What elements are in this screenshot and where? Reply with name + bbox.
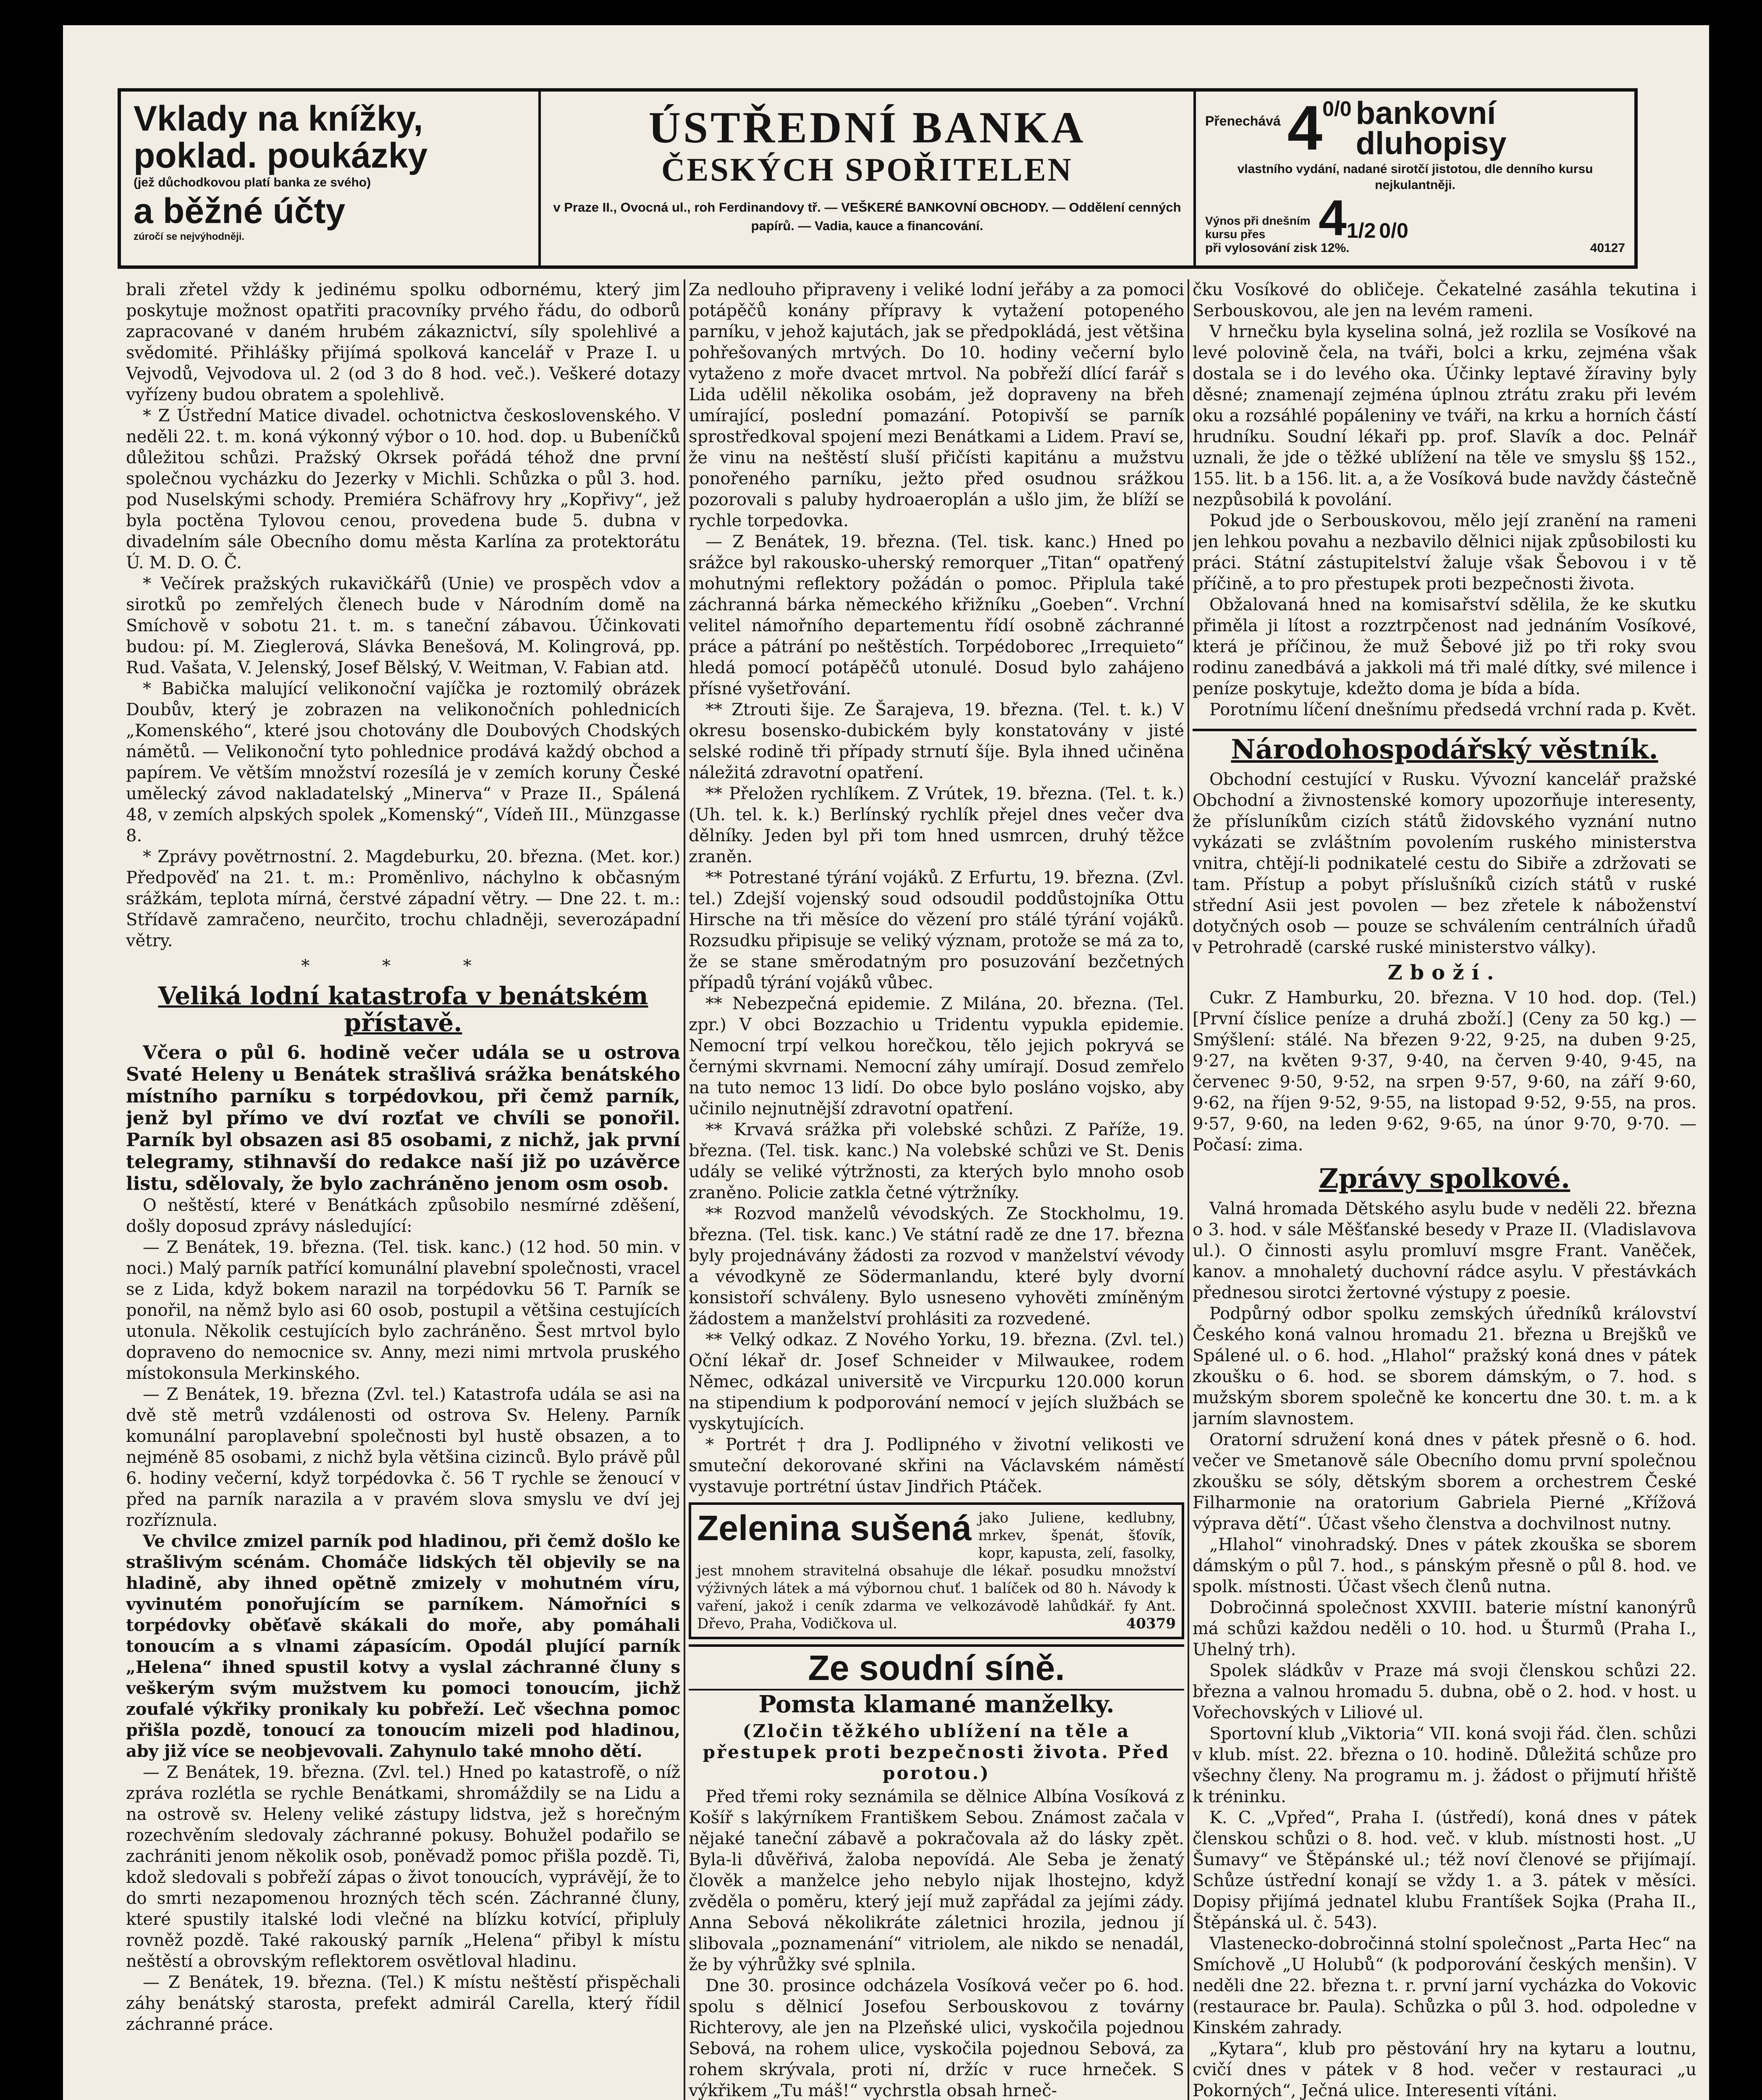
newspaper-page <box>63 25 1709 2100</box>
paragraph: Cukr. Z Hamburku, 20. března. V 10 hod. dop. (Tel.) [První číslice peníze a druhá zboží.] (Ceny za 50 kg.) — Smýšlení: stálé. Na březen 9·22, 9·25, na duben 9·25, 9·27, na květen 9·37, 9·40, na červen 9·40, 9·45, na červenec 9·50, 9·52, na srpen 9·57, 9·60, na září 9·60, 9·62, na říjen 9·52, 9·55, na listopad 9·52, 9·55, na pros. 9·57, 9·60, na leden 9·62, 9·65, na únor 9·70, 9·70. — Počasí: zima. <box>1193 988 1696 1155</box>
paragraph: Obžalovaná hned na komisařství sdělila, že ke skutku přiměla ji lítost a rozztrpčenost nad jednáním Vosíkové, která je příčinou, že muž Šebové již po tři roky svou rodinu zanedbává a jakkoli má tři malé dítky, své milence i peníze poskytuje, kdežto doma je bída a bída. <box>1193 595 1696 698</box>
yield-footnote: při vylosování zisk 12%. <box>1205 241 1350 255</box>
paragraph: čku Vosíkové do obličeje. Čekatelné zasáhla tekutina i Serbouskovou, ale jen na levém rameni. <box>1193 280 1696 320</box>
yield-fraction: 1/2 <box>1346 219 1376 242</box>
news-item: ** Potrestané týrání vojáků. Z Erfurtu, 19. března. (Zvl. tel.) Zdejší vojenský soud odsoudil poddůstojníka Ottu Hirsche na tři měsíce do vězení pro stálé týrání vojáků. Rozsudku připisuje se veliký význam, protože se má za to, že se stane směrodatným pro posuzování bezčetných případů týrání vojáků vůbec. <box>689 868 1184 992</box>
paragraph: Za nedlouho připraveny i veliké lodní jeřáby a za pomoci potápěčů konány přípravy k vytažení potopeného parníku, v jehož kajutách, jak se předpokládá, jest většina pohřešovaných mrtvých. Do 10. hodiny večerní bylo vytaženo z moře dvacet mrtvol. Na pobřeží dlící farář s Lida udělil několika osobám, jež dopraveny na břeh umírající, poslední pomazání. Potopivší se parník sprostředkoval spojení mezi Benátkami a Lidem. Praví se, že vinu na neštěstí sluší přičísti kapitánu a mužstvu ponořeného parníku, ježto před osudnou srážkou pozorovali s paluby hydroaeroplán a ušlo jim, že blíží se rychle torpedovka. <box>689 280 1184 530</box>
ad-number: 40379 <box>1126 1615 1176 1632</box>
paragraph: — Z Benátek, 19. března. (Tel. tisk. kanc.) (12 hod. 50 min. v noci.) Malý parník patřící komunální plavební společnosti, vracel se z Lida, když bokem narazil na torpédovku 56 T. Parník se ponořil, na němž bylo asi 60 osob, postupil a většina cestujících utonula. Několik cestujících bylo zachráněno. Šest mrtvol bylo dopraveno do nemocnice sv. Anny, mezi nimi mrtvola pruského místokonsula Merkinského. <box>126 1238 680 1383</box>
dried-vegetables-ad <box>689 1502 1184 1639</box>
paragraph: brali zřetel vždy k jedinému spolku odbornému, který jim poskytuje možnost opatřiti pracovníky prvého řádu, do odborů zapracované v daném hrubém zákaznictví, síly spolehlivé a svědomité. Přihlášky přijímá spolková kancelář v Praze I. u Vejvodů, Vejvodova ul. 2 (od 3 do 8 hod. več.). Veškeré dotazy vyřízeny budou obratem a spolehlivě. <box>126 280 680 404</box>
paragraph: * Večírek pražských rukavičkářů (Unie) ve prospěch vdov a sirotků po zemřelých členech bude v Národním domě na Smíchově v sobotu 21. t. m. s taneční zábavou. Účinkovati budou: pí. M. Zieglerová, Slávka Benešová, M. Kolingrová, pp. Rud. Vašata, V. Jelenský, Josef Bělský, V. Weitman, V. Fabian atd. <box>126 574 680 677</box>
article-subheadline: (Zločin těžkého ublížení na těle a přestupek proti bezpečnosti života. Před porotou.) <box>703 1721 1170 1783</box>
paragraph: „Hlahol“ vinohradský. Dnes v pátek zkouška se sborem dámským o půl 7. hod., s pánským přesně o půl 8. hod. ve spolk. místnosti. Účast všech členů nutna. <box>1193 1535 1696 1596</box>
offer-word-1: bankovní <box>1356 95 1496 131</box>
paragraph: — Z Benátek, 19. března. (Zvl. tel.) Hned po katastrofě, o níž zpráva rozlétla se rychle Benátkami, shromáždily se na Lidu a na ostrově sv. Heleny veliké zástupy lidstva, jež s horečným rozechvěním sledovaly záchranné pokusy. Bohužel podařilo se zachrániti jenom několik osob, poněvadž pomoc přišla pozdě. Ti, kdož sledovali s pobřeží zápas o život tonoucích, vyprávějí, že to do smrti nezapomenou hrozných těch scén. Záchranné čluny, které spustily italské lodi vlečné na blízku kotvící, připluly rovněž pozdě. Také rakouský parník „Helena“ přibyl k místu neštěstí a obrovským reflektorem osvětloval hladinu. <box>126 1763 680 1971</box>
bank-name-line-1: ÚSTŘEDNÍ BANKA <box>648 103 1086 152</box>
news-item: ** Nebezpečná epidemie. Z Milána, 20. března. (Tel. zpr.) V obci Bozzachio u Tridentu vypukla epidemie. Nemocní trpí velkou horečkou, tělo jejich pokryvá se černými skvrnami. Nemocní záhy umírají. Dosud zemřelo na tuto nemoc 13 lidí. Do obce bylo posláno vojsko, aby učinilo nejnutnější zdravotní opatření. <box>689 994 1184 1118</box>
paragraph: Vlastenecko-dobročinná stolní společnost „Parta Hec“ na Smíchově „U Holubů“ (k podporování českých menšin). V neděli dne 22. března t. r. první jarní vycházka do Vokovic (restaurace br. Paula). Schůzka o půl 3. hod. odpoledne v Kinském zahrady. <box>1193 1934 1696 2037</box>
yield-label: Výnos při dnešním kursu přes <box>1205 214 1311 241</box>
ad-text: jako Juliene, kedlubny, mrkev, špenát, šťovík, kopr, kapusta, zelí, fasolky, jest mnohem stravitelná obsahuje dle lékař. posudku množství výživných látek a má výbornou chuť. 1 balíček od 80 h. Návody k vaření, jakož i ceník zdarma ve velkozávodě lahůdkář. fy Ant. Dřevo, Praha, Vodičkova ul. <box>697 1509 1176 1632</box>
article-headline: Pomsta klamané manželky. <box>758 1690 1114 1718</box>
section-title: Národohospodářský věstník. <box>1193 729 1696 765</box>
yield-percent-sign: 0/0 <box>1379 219 1408 242</box>
news-item: * Portrét † dra J. Podlipného v životní velikosti ve smuteční dekorované skřini na Václavském náměstí vystavuje portrétní ústav Jindřich Ptáček. <box>689 1435 1184 1496</box>
weather-paragraph: * Zprávy povětrnostní. 2. Magdeburku, 20. března. (Met. kor.) Předpověď na 21. t. m.: Proměnlivo, náchylno k občasným srážkám, teplota mírná, čerstvé západní větry. — Dne 22. t. m.: Střídavě zamračeno, neurčito, trochu chladněji, severozápadní větry. <box>126 847 680 950</box>
article-headline: Veliká lodní katastrofa v benátském přístavě. <box>158 982 648 1037</box>
paragraph: Dobročinná společnost XXVIII. baterie místní kanonýrů má schůzi každou neděli o 10. hod. u Šturmů (Praha I., Uhelný trh). <box>1193 1598 1696 1659</box>
paragraph: * Z Ústřední Matice divadel. ochotnictva československého. V neděli 22. t. m. koná výkonný výbor o 10. hod. dop. u Bubeníčků důležitou schůzi. Pražský Okrsek pořádá téhož dne první společnou vycházku do Jezerky v Michli. Schůzka o půl 3. hod. pod Nuselskými schody. Premiéra Schäfrovy hry „Kopřivy“, jež byla poctěna Tylovou cenou, provedena bude 5. dubna v divadelním sále Obecního domu města Karlína za protektorátu Ú. M. D. O. Č. <box>126 406 680 572</box>
yield-number: 4 <box>1319 190 1347 246</box>
paragraph: Spolek sládkův v Praze má svoji členskou schůzi 22. března a valnou hromadu 5. dubna, obě o 2. hod. v host. u Vořechovských v Liliové ul. <box>1193 1661 1696 1722</box>
column-1 <box>126 279 680 2100</box>
paragraph: K. C. „Vpřed“, Praha I. (ústředí), koná dnes v pátek členskou schůzi o 8. hod. več. v klub. místnosti host. „U Šumavy“ ve Štěpánské ul.; též noví členové se přijímají. Schůze ústřední konají se vždy 1. a 3. pátek v měsíci. Dopisy přijímá jednatel klubu Frantíšek Sojka (Praha II., Štěpánská ul. č. 543). <box>1193 1808 1696 1932</box>
section-title: Ze soudní síně. <box>808 1648 1065 1688</box>
paragraph: — Z Benátek, 19. března (Zvl. tel.) Katastrofa udála se asi na dvě stě metrů vzdálenosti od ostrova Sv. Heleny. Parník komunální paroplavební společnosti byl hustě obsazen, a to nejméně 85 osobami, z nichž byla většina cizinců. Bylo právě půl 6. hodiny večerní, když torpédovka č. 56 T rychle se ženoucí v před na parník narazila a v pravém slova smyslu ve dví jej rozříznula. <box>126 1385 680 1530</box>
paragraph: Sportovní klub „Viktoria“ VII. koná svoji řád. člen. schůzi v klub. míst. 22. března o 10. hodině. Důležitá schůze pro všechny členy. Na programu m. j. žádost o přijmutí hřiště k tréninku. <box>1193 1724 1696 1806</box>
paragraph: Porotnímu líčení dnešnímu předsedá vrchní rada p. Květ. <box>1209 700 1696 719</box>
bank-advertisement-banner <box>118 88 1638 269</box>
offer-word-2: dluhopisy <box>1356 126 1507 161</box>
banner-right-panel <box>1196 92 1634 265</box>
column-divider <box>1188 279 1189 2100</box>
section-title: Zprávy spolkové. <box>1319 1163 1571 1194</box>
banner-left-line-3: a běžné účty <box>134 191 346 231</box>
ad-title: Zelenina sušená <box>697 1508 972 1548</box>
paragraph: Před třemi roky seznámila se dělnice Albína Vosíková z Košíř s lakýrníkem Františkem Sebou. Známost začala v nějaké taneční zábavě a pokračovala až do lásky zpět. Byla-li důvěřivá, žaloba nepovídá. Ale Seba je ženatý člověk a manželce jeho nebylo nijak lhostejno, když zvěděla o poměru, který její muž zapřádal za jejími zády. Anna Sebová několikráte záletnici hrozila, jednou jí slibovala „poznamenání“ vitriolem, ale nikdo se nenadál, že by výhrůžky své splnila. <box>689 1787 1184 1974</box>
offer-percent-sign: 0/0 <box>1322 97 1352 121</box>
news-item: ** Přeložen rychlíkem. Z Vrútek, 19. března. (Tel. t. k.) (Uh. tel. k. k.) Berlínský rychlík přejel dnes večer dva dělníky. Jeden byl při tom hned usmrcen, druhý těžce zraněn. <box>689 784 1184 866</box>
paragraph: V hrnečku byla kyselina solná, jež rozlila se Vosíkové na levé polovině čela, na tváři, bolci a krku, zejména však dostala se i do levého oka. Účinky leptavé žíraviny byly děsné; znamenají zejména úplnou ztrátu zraku při levém oku a rozsáhlé popáleniny ve tváři, na krku a horních částí hrudníku. Soudní lékaři pp. prof. Slavík a doc. Pelnář uznali, že jde o těžké ublížení na těle ve smyslu §§ 152., 155. lit. b a 156. lit. a, a že Vosíková bude navždy částečně nezpůsobilá k povolání. <box>1193 322 1696 509</box>
offer-percent: 4 <box>1287 92 1323 163</box>
news-item: ** Krvavá srážka při volebské schůzi. Z Paříže, 19. března. (Tel. tisk. kanc.) Na volebské schůzi ve St. Denis udály se veliké výtržnosti, za kterých bylo mnoho osob zraněno. Policie zatkla četné výtržníky. <box>689 1120 1184 1202</box>
news-item: ** Velký odkaz. Z Nového Yorku, 19. března. (Zvl. tel.) Oční lékař dr. Josef Schneider v Milwaukee, rodem Němec, odkázal universitě ve Vircpurku 120.000 korun na stipendium k podporování nemocí v jejích službách se vyskytujících. <box>689 1330 1184 1433</box>
subsection-title: Zboží. <box>1387 961 1502 984</box>
paragraph: — Z Benátek, 19. března. (Tel.) K místu neštěstí přispěchali záhy benátský starosta, prefekt admirál Carella, který řídil záchranné práce. <box>126 1973 680 2034</box>
column-divider <box>684 279 685 2100</box>
paragraph: Oratorní sdružení koná dnes v pátek přesně o 6. hod. večer ve Smetanově sále Obecního domu první společnou zkoušku se sóly, dětským sborem a orchestrem České Filharmonie na oratorium Gabriela Pierné „Křížová výprava dětí“. Účast všeho členstva a dochvilnost nutny. <box>1193 1430 1696 1533</box>
column-2 <box>689 279 1184 2100</box>
paragraph: Valná hromada Dětského asylu bude v neděli 22. března o 3. hod. v sále Měšťanské besedy v Praze II. (Vladislavova ul.). O činnosti asylu promluví msgre Frant. Vaněček, kanov. a mnohaletý duchovní rádce asylu. V přestávkách přednesou sirotci žertovné výstupy z poesie. <box>1193 1199 1696 1302</box>
bank-address: v Praze II., Ovocná ul., roh Ferdinandovy tř. — VEŠKERÉ BANKOVNÍ OBCHODY. — Oddělení cenných papírů. — Vadia, kauce a financování. <box>553 200 1181 233</box>
offer-label: Přenechává <box>1205 113 1281 129</box>
paragraph: Ve chvilce zmizel parník pod hladinou, při čemž došlo ke strašlivým scénám. Chomáče lidských těl objevily se na hladině, aby ihned opětně zmizely v mohutném víru, vyvinutém ponořujícím se parníkem. Námořníci s torpédovky oběťavě skákali do moře, aby pomáhali tonoucím a s vlnami zápasícím. Opodál plující parník „Helena“ ihned spustil kotvy a vyslal záchranné čluny s veškerým svým mužstvem ku pomoci tonoucím, jichž zoufalé výkřiky pronikaly ku pobřeží. Leč všechna pomoc přišla pozdě, tonoucí za tonoucím mizeli pod hladinou, aby již více se neobjevovali. Zahynulo také mnoho dětí. <box>126 1531 680 1761</box>
paragraph: „Kytara“, klub pro pěstování hry na kytaru a loutnu, cvičí dnes v pátek v 8 hod. večer v restauraci „u Pokorných“, Ječná ulice. Interesenti vítáni. <box>1193 2039 1696 2100</box>
news-item: ** Rozvod manželů vévodských. Ze Stockholmu, 19. března. (Tel. tisk. kanc.) Ve státní radě ze dne 17. března byly projednávány žádosti za rozvod v manželství vévody a vévodkyně ze Södermanlandu, které byly dvorní konsistoří schváleny. Bylo usneseno vyhověti zmíněným žádostem a manželství prohlásiti za rozvedené. <box>689 1204 1184 1328</box>
section-separator: * * * <box>301 956 505 976</box>
column-3 <box>1193 279 1696 2100</box>
bank-name-line-2: ČESKÝCH SPOŘITELEN <box>661 151 1073 188</box>
paragraph: Obchodní cestující v Rusku. Vývozní kancelář pražské Obchodní a živnostenské komory upozorňuje interesenty, že přísluníkům cizích států židovského vyznání nutno vykázati se zvláštním povolením ruského ministerstva vnitra, chtějí-li podnikatelé cestu do Sibiře a zdržovati se tam. Přístup a pobyt příslušníků cizích států v ruské střední Asii jest povolen — bez zřetele k náboženství dotyčných osob — pouze se schválením centrálních úřadů v Petrohradě (carské ruské ministerstvo války). <box>1193 770 1696 957</box>
paragraph: Pokud jde o Serbouskovou, mělo její zranění na rameni jen lehkou povahu a nezbavilo dělnici nijak způsobilosti ku práci. Státní zástupitelství žaluje však Šebovou i v tě příčině, a to pro přestupek proti bezpečnosti života. <box>1193 511 1696 593</box>
paragraph: — Z Benátek, 19. března. (Tel. tisk. kanc.) Hned po srážce byl rakousko-uherský remorquer „Titan“ opatřený mohutnými reflektory požádán o pomoc. Připlula také záchranná bárka německého křižníku „Goeben“. Vrchní velitel námořního departementu řídí osobně záchranné práce a pátrání po neštěstích. Torpédoborec „Irrequieto“ hledá pomocí potápěčů utonulé. Dosud bylo zahájeno přísné vyšetřování. <box>689 532 1184 698</box>
paragraph: Podpůrný odbor spolku zemských úředníků království Českého koná valnou hromadu 21. března u Brejšků ve Spálené ul. o 6. hod. „Hlahol“ pražský koná dnes v pátek zkoušku o 6. hod. se sborem dámským, o 7. hod. s mužským sborem společně ke koncertu dne 30. t. m. a k jarním slavnostem. <box>1193 1304 1696 1428</box>
banner-center-panel <box>541 92 1196 265</box>
ad-number: 40127 <box>1590 241 1625 255</box>
court-section-header <box>689 1644 1184 1690</box>
offer-description: vlastního vydání, nadané sirotčí jistotou, dle denního kursu nejkulantněji. <box>1237 162 1593 192</box>
banner-left-line-1: Vklady na knížky, <box>134 99 423 138</box>
banner-left-tagline: zúročí se nejvýhodněji. <box>134 231 245 242</box>
banner-left-panel <box>121 92 541 265</box>
article-lead: Včera o půl 6. hodině večer udála se u ostrova Svaté Heleny u Benátek strašlivá srážka benátského místního parníku s torpédovkou, při čemž parník, jenž byl přímo ve dví rozťat ve chvíli se ponořil. Parník byl obsazen asi 85 osobami, z nichž, jak první telegramy, stihnavší do redakce naší již po uzávěrce listu, sdělovaly, že bylo zachráněno jenom osm osob. <box>126 1042 680 1194</box>
news-item: ** Ztrouti šije. Ze Šarajeva, 19. března. (Tel. t. k.) V okresu bosensko-dubickém byly konstatovány v jisté selské rodině tři případy strnutí šíje. Byla ihned učiněna náležitá zdravotní opatření. <box>689 700 1184 782</box>
banner-left-note: (jež důchodkovou platí banka ze svého) <box>134 176 371 189</box>
paragraph: O neštěstí, které v Benátkách způsobilo nesmírné zděšení, došly doposud zprávy následující: <box>126 1196 680 1236</box>
banner-left-line-2: poklad. poukázky <box>134 136 428 175</box>
paragraph: * Babička malující velikonoční vajíčka je roztomilý obrázek Doubův, který je zobrazen na velikonočních pohlednicích „Komenského“, které jsou chotovány dle Doubových Chodských námětů. — Velikonoční tyto pohlednice prodává každý obchod a papírem. Ve větším množství rozesílá je v zemích koruny České umělecký závod nakladatelský „Minerva“ v Praze II., Spálená 48, v zemích alpských spolek „Komenský“, Vídeň III., Münzgasse 8. <box>126 679 680 845</box>
paragraph: Dne 30. prosince odcházela Vosíková večer po 6. hod. spolu s dělnicí Josefou Serbouskovou z továrny Richterovy, ale jen na Plzeňské ulici, vyskočila pojednou Sebová, na rohem ulice, vyskočila pojednou Sebová, za rohem skrývala, proti ní, držíc v ruce hrneček. S výkřikem „Tu máš!“ vychrstla obsah hrneč- <box>689 1976 1184 2100</box>
